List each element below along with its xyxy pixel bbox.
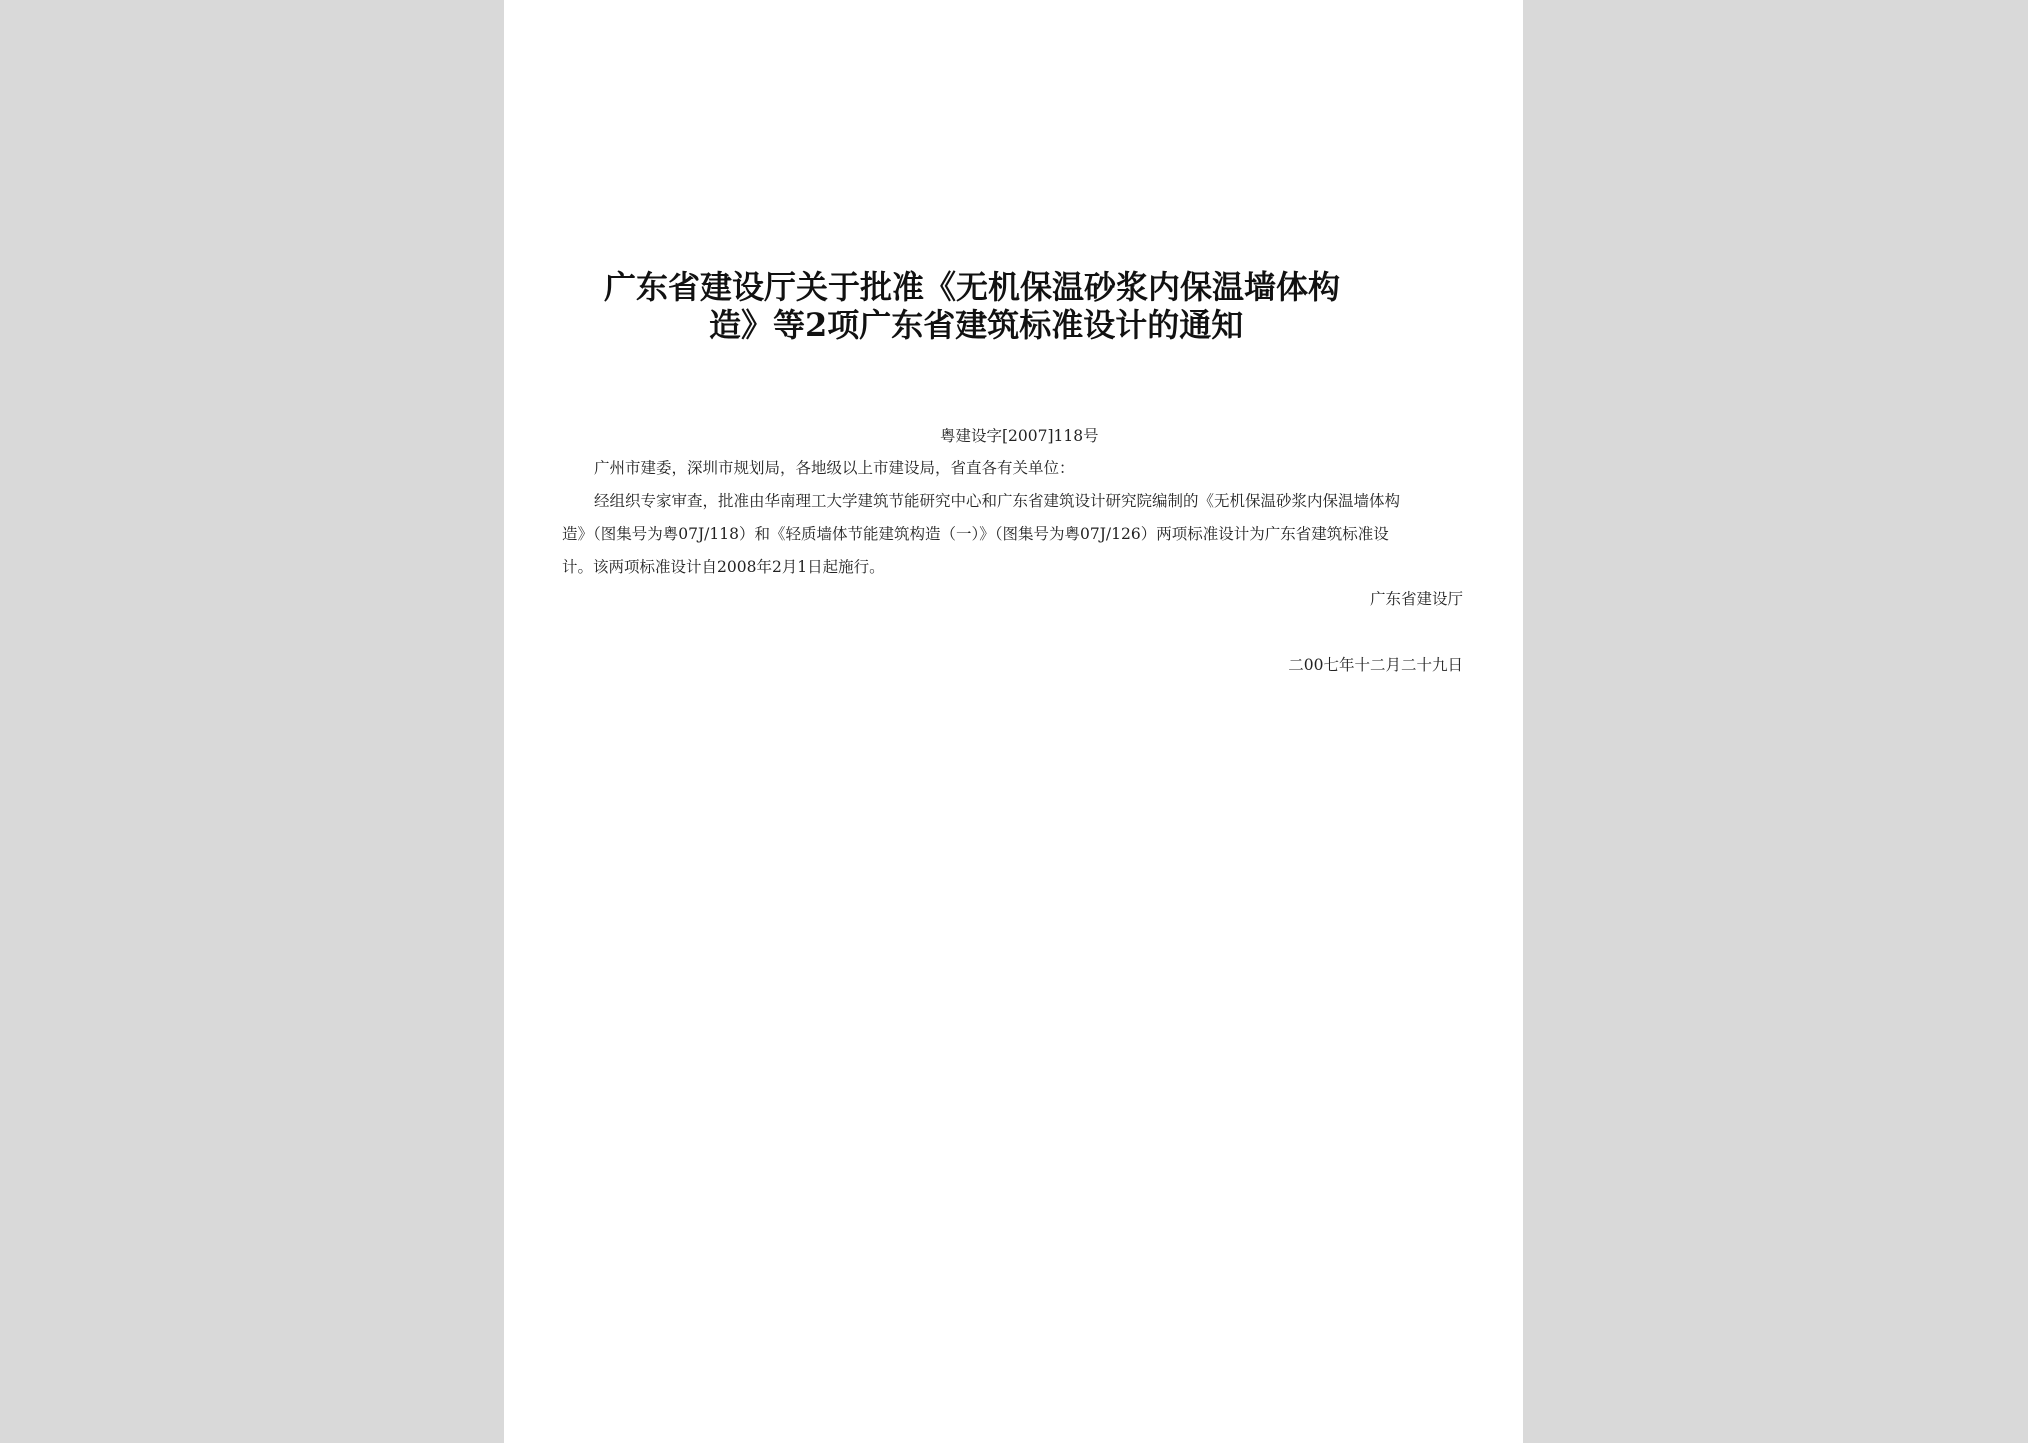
document-page: [504, 0, 1523, 1443]
body-line-2: 造》（图集号为粤07J/118）和《轻质墙体节能建筑构造（一）》（图集号为粤07J/126）两项标准设计为广东省建筑标准设: [562, 525, 1389, 543]
document-number: 粤建设字[2007]118号: [940, 427, 1099, 445]
document-title-line-2: 造》等2项广东省建筑标准设计的通知: [709, 306, 1244, 344]
body-line-3: 计。该两项标准设计自2008年2月1日起施行。: [562, 558, 885, 576]
issue-date: 二00七年十二月二十九日: [1288, 656, 1463, 674]
document-title-line-1: 广东省建设厅关于批准《无机保温砂浆内保温墙体构: [604, 268, 1341, 306]
issuer-signature: 广东省建设厅: [1369, 590, 1463, 608]
addressee: 广州市建委，深圳市规划局，各地级以上市建设局，省直各有关单位：: [594, 459, 1075, 477]
body-line-1: 经组织专家审查，批准由华南理工大学建筑节能研究中心和广东省建筑设计研究院编制的《无机保温砂浆内保温墙体构: [594, 492, 1401, 510]
